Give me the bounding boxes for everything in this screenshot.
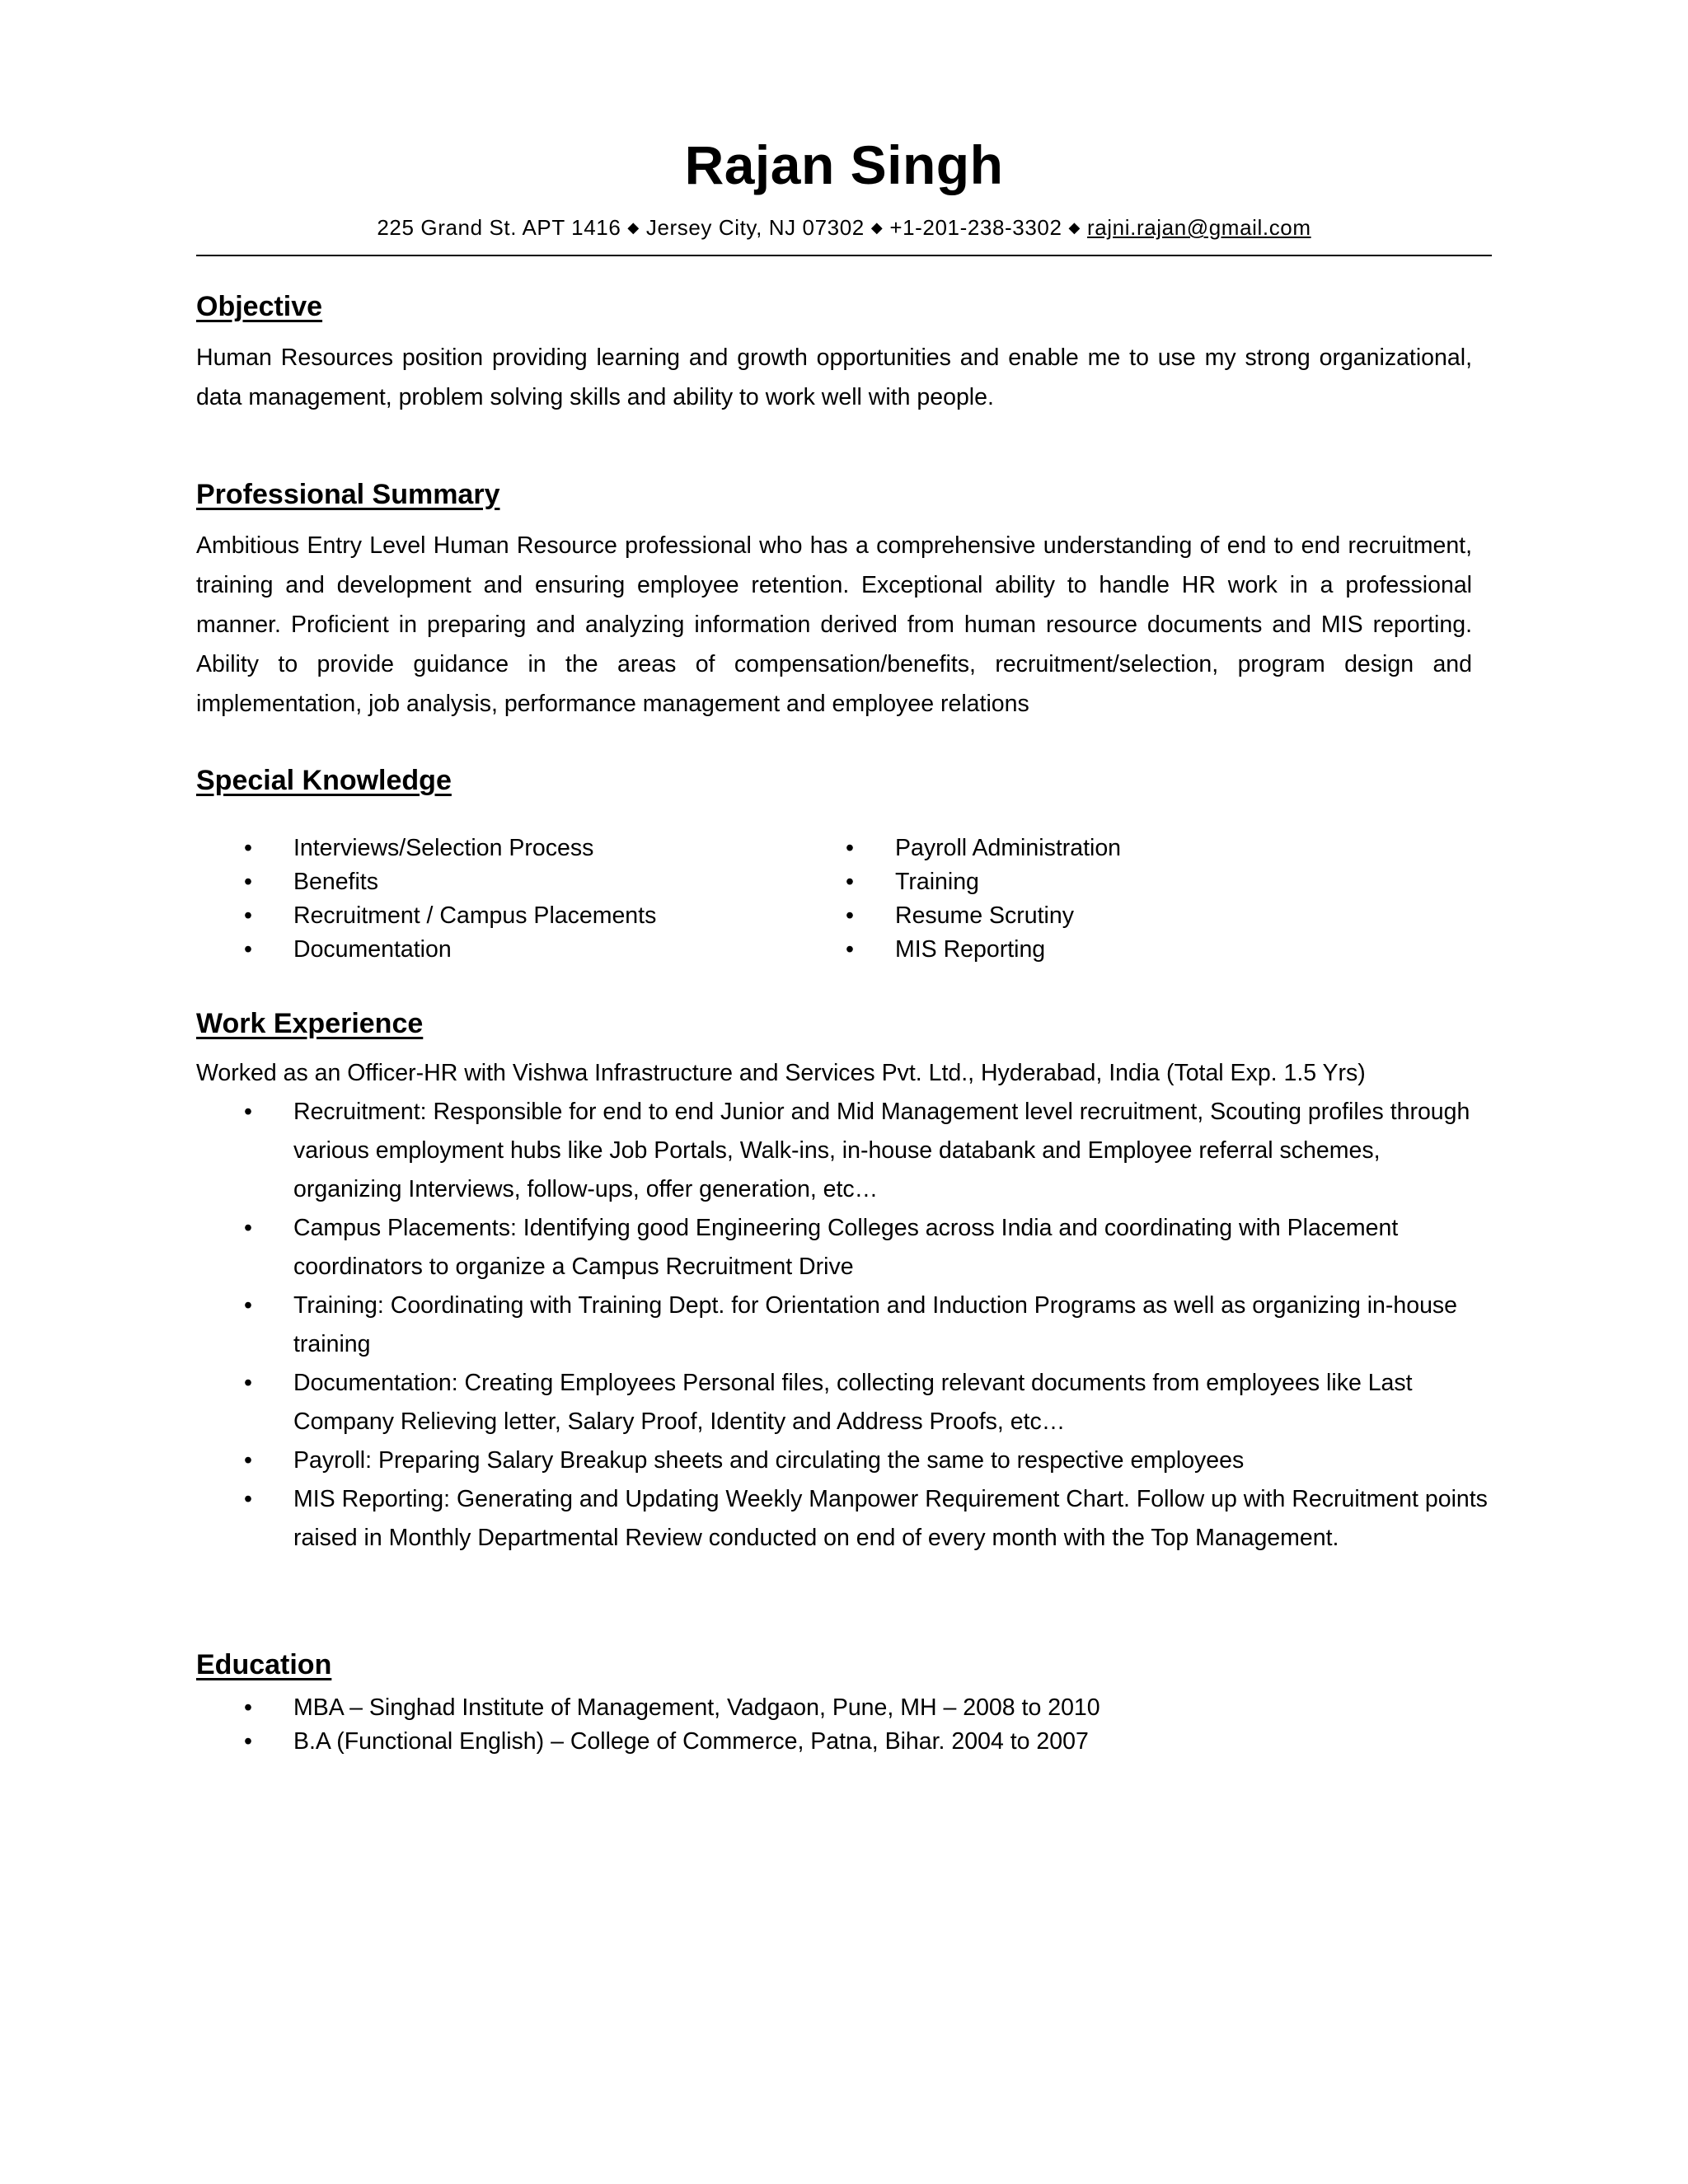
education-list: [196, 1691, 1492, 1759]
phone: +1-201-238-3302: [889, 215, 1062, 240]
list-item: • Recruitment: Responsible for end to end Junior and Mid Management level recruitment, Scouting profiles through various employment hubs like Job Portals, Walk-ins, in-house databank and Employee referral schemes, organizing Interviews, follow-ups, offer generation, etc…: [196, 1093, 1492, 1209]
list-item: • Recruitment / Campus Placements: [196, 899, 798, 933]
summary-section: [196, 476, 1492, 724]
address: 225 Grand St. APT 1416: [377, 215, 621, 240]
list-item: • Benefits: [196, 865, 798, 899]
list-item: • Payroll Administration: [798, 832, 1400, 865]
city: Jersey City, NJ 07302: [645, 215, 865, 240]
objective-text: Human Resources position providing learning and growth opportunities and enable me to use my strong organizational, data management, problem solving skills and ability to work well with people.: [196, 344, 1472, 410]
header-divider: [196, 255, 1492, 256]
diamond-separator-icon: ◆: [870, 219, 884, 236]
list-item: • MIS Reporting: Generating and Updating Weekly Manpower Requirement Chart. Follow up with Recruitment points raised in Monthly Departmental Review conducted on end of every month with the Top Management.: [196, 1480, 1492, 1558]
email-link[interactable]: rajni.rajan@gmail.com: [1086, 215, 1311, 240]
education-heading: Education: [196, 1649, 332, 1680]
candidate-name: Rajan Singh: [684, 134, 1004, 195]
knowledge-section: [196, 762, 1492, 967]
contact-line: [196, 213, 1492, 245]
list-item: • Documentation: Creating Employees Personal files, collecting relevant documents from employees like Last Company Relieving letter, Salary Proof, Identity and Address Proofs, etc…: [196, 1364, 1492, 1441]
list-item: • Documentation: [196, 933, 798, 967]
list-item: • Payroll: Preparing Salary Breakup sheets and circulating the same to respective employees: [196, 1441, 1492, 1480]
list-item: • Training: [798, 865, 1400, 899]
objective-section: [196, 288, 1492, 417]
list-item: • Interviews/Selection Process: [196, 832, 798, 865]
work-intro: Worked as an Officer-HR with Vishwa Infrastructure and Services Pvt. Ltd., Hyderabad, India (Total Exp. 1.5 Yrs): [196, 1060, 1366, 1086]
list-item: • Training: Coordinating with Training Dept. for Orientation and Induction Programs as well as organizing in-house training: [196, 1286, 1492, 1364]
knowledge-heading: Special Knowledge: [196, 765, 452, 796]
list-item: • B.A (Functional English) – College of Commerce, Patna, Bihar. 2004 to 2007: [196, 1725, 1492, 1759]
education-section: [196, 1647, 1492, 1759]
diamond-separator-icon: ◆: [1068, 219, 1081, 236]
objective-heading: Objective: [196, 291, 323, 322]
diamond-separator-icon: ◆: [627, 219, 640, 236]
work-heading: Work Experience: [196, 1008, 424, 1039]
work-list: [196, 1093, 1492, 1558]
work-section: [196, 1005, 1492, 1558]
list-item: • MIS Reporting: [798, 933, 1400, 967]
summary-text: Ambitious Entry Level Human Resource professional who has a comprehensive understanding of end to end recruitment, training and development and ensuring employee retention. Exceptional ability to handle HR work in a professional manner. Proficient in preparing and analyzing information derived from human resource documents and MIS reporting. Ability to provide guidance in the areas of compensation/benefits, recruitment/selection, program design and implementation, job analysis, performance management and employee relations: [196, 532, 1472, 717]
knowledge-list: [196, 832, 1492, 967]
list-item: • Resume Scrutiny: [798, 899, 1400, 933]
list-item: • MBA – Singhad Institute of Management, Vadgaon, Pune, MH – 2008 to 2010: [196, 1691, 1492, 1725]
resume-page: [196, 132, 1492, 1755]
summary-heading: Professional Summary: [196, 479, 500, 510]
list-item: • Campus Placements: Identifying good Engineering Colleges across India and coordinating with Placement coordinators to organize a Campus Recruitment Drive: [196, 1209, 1492, 1286]
